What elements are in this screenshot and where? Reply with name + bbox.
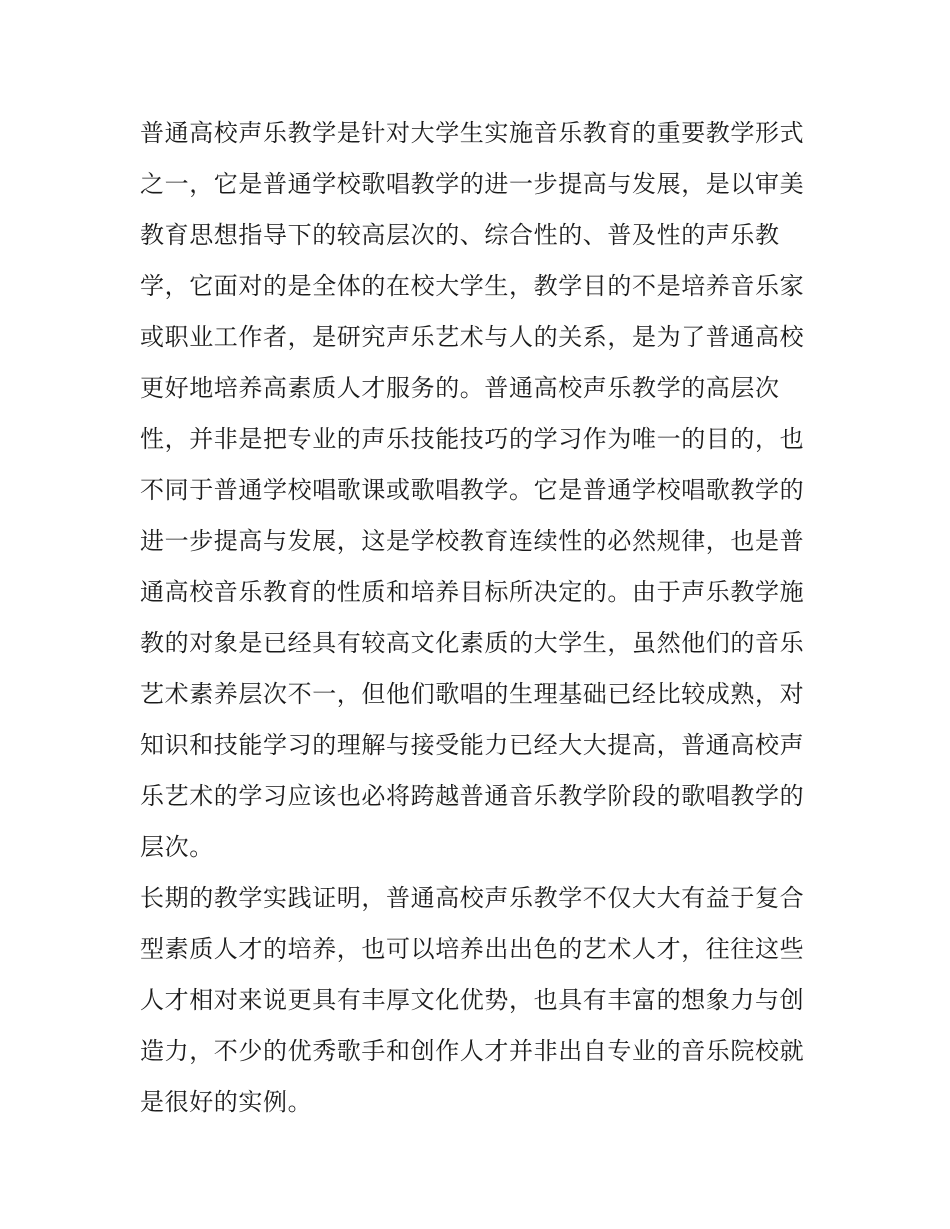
text-line: 人才相对来说更具有丰厚文化优势，也具有丰富的想象力与创 [140,986,805,1014]
text-line: 造力，不少的优秀歌手和创作人才并非出自专业的音乐院校就 [140,1037,805,1065]
text-line: 通高校音乐教育的性质和培养目标所决定的。由于声乐教学施 [140,578,805,606]
document-body [140,108,820,1128]
paragraph-1 [140,108,820,873]
text-line: 长期的教学实践证明，普通高校声乐教学不仅大大有益于复合 [140,884,805,912]
text-line: 教的对象是已经具有较高文化素质的大学生，虽然他们的音乐 [140,629,805,657]
paragraph-2 [140,873,820,1128]
text-line: 性，并非是把专业的声乐技能技巧的学习作为唯一的目的，也 [140,425,805,453]
text-line: 或职业工作者，是研究声乐艺术与人的关系，是为了普通高校 [140,323,805,351]
text-line: 普通高校声乐教学是针对大学生实施音乐教育的重要教学形式 [140,119,805,147]
text-line: 型素质人才的培养，也可以培养出出色的艺术人才，往往这些 [140,935,805,963]
text-line: 是很好的实例。 [140,1088,313,1116]
text-line: 不同于普通学校唱歌课或歌唱教学。它是普通学校唱歌教学的 [140,476,805,504]
text-line: 乐艺术的学习应该也必将跨越普通音乐教学阶段的歌唱教学的 [140,782,805,810]
text-line: 进一步提高与发展，这是学校教育连续性的必然规律，也是普 [140,527,805,555]
text-line: 学，它面对的是全体的在校大学生，教学目的不是培养音乐家 [140,272,805,300]
text-line: 之一，它是普通学校歌唱教学的进一步提高与发展，是以审美 [140,170,805,198]
text-line: 更好地培养高素质人才服务的。普通高校声乐教学的高层次 [140,374,780,402]
text-line: 艺术素养层次不一，但他们歌唱的生理基础已经比较成熟，对 [140,680,805,708]
text-line: 教育思想指导下的较高层次的、综合性的、普及性的声乐教 [140,221,780,249]
text-line: 知识和技能学习的理解与接受能力已经大大提高，普通高校声 [140,731,805,759]
text-line: 层次。 [140,833,214,861]
